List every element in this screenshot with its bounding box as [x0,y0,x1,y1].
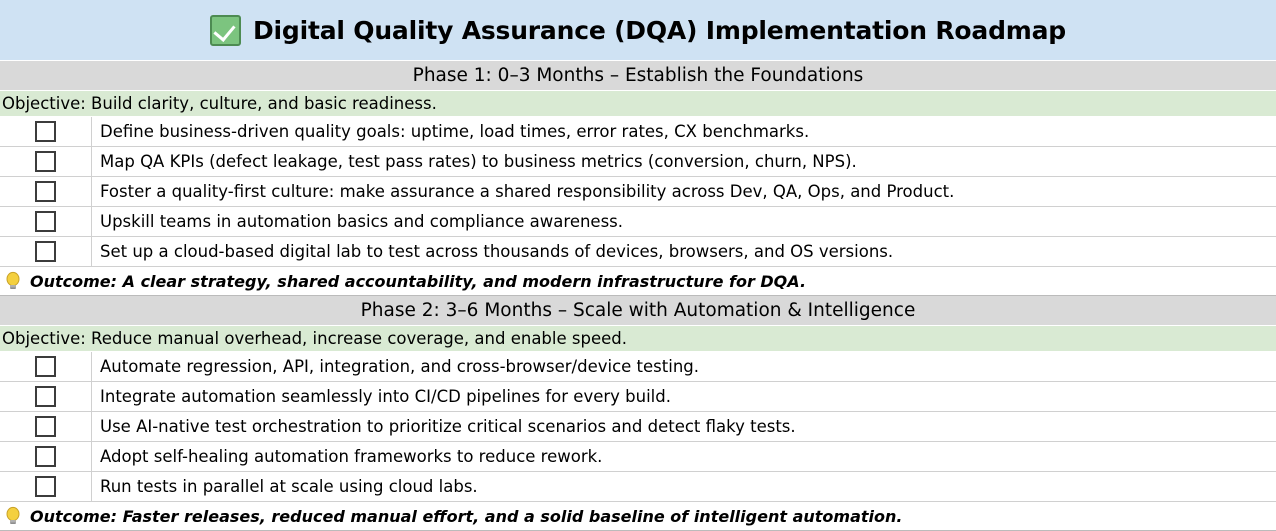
task-checkbox-cell[interactable] [0,412,92,441]
phase-header-label: Phase 1: 0–3 Months – Establish the Foundations [412,65,864,86]
phase-header-row-2 [0,296,1276,326]
task-label: Use AI-native test orchestration to prioritize critical scenarios and detect flaky tests. [100,417,796,436]
lightbulb-icon [4,506,22,526]
lightbulb-icon [4,271,22,291]
task-checkbox-cell[interactable] [0,117,92,146]
task-text-cell [92,442,1276,471]
task-text-cell [92,352,1276,381]
task-checkbox-cell[interactable] [0,147,92,176]
checkbox-icon[interactable] [35,121,56,142]
checkbox-icon[interactable] [35,211,56,232]
objective-label: Objective: Reduce manual overhead, increase coverage, and enable speed. [2,329,627,348]
task-text-cell [92,147,1276,176]
table-row[interactable] [0,117,1276,147]
task-label: Set up a cloud-based digital lab to test across thousands of devices, browsers, and OS versions. [100,242,894,261]
task-checkbox-cell[interactable] [0,237,92,266]
task-text-cell [92,237,1276,266]
task-text-cell [92,207,1276,236]
task-checkbox-cell[interactable] [0,177,92,206]
task-text-cell [92,117,1276,146]
objective-label: Objective: Build clarity, culture, and basic readiness. [2,94,437,113]
outcome-row-1 [0,267,1276,296]
checkbox-icon[interactable] [35,446,56,467]
phase-header-label: Phase 2: 3–6 Months – Scale with Automation & Intelligence [360,300,916,321]
document-title-row [0,0,1276,61]
table-row[interactable] [0,147,1276,177]
table-row[interactable] [0,352,1276,382]
task-checkbox-cell[interactable] [0,442,92,471]
checkbox-icon[interactable] [35,241,56,262]
task-text-cell [92,412,1276,441]
table-row[interactable] [0,207,1276,237]
task-label: Map QA KPIs (defect leakage, test pass rates) to business metrics (conversion, churn, NPS). [100,152,857,171]
phase-header-row-1 [0,61,1276,91]
outcome-label: Outcome: A clear strategy, shared accountability, and modern infrastructure for DQA. [30,271,807,291]
task-label: Define business-driven quality goals: uptime, load times, error rates, CX benchmarks. [100,122,810,141]
checkbox-icon[interactable] [35,181,56,202]
document-title-group [210,15,1066,46]
objective-row-1 [0,91,1276,117]
table-row[interactable] [0,472,1276,502]
task-label: Integrate automation seamlessly into CI/CD pipelines for every build. [100,387,671,406]
task-label: Foster a quality-first culture: make assurance a shared responsibility across Dev, QA, Ops, and Product. [100,182,955,201]
task-checkbox-cell[interactable] [0,472,92,501]
checkbox-icon[interactable] [35,386,56,407]
task-label: Upskill teams in automation basics and compliance awareness. [100,212,624,231]
table-row[interactable] [0,382,1276,412]
task-label: Run tests in parallel at scale using cloud labs. [100,477,478,496]
checkbox-icon[interactable] [35,416,56,437]
task-text-cell [92,382,1276,411]
outcome-label: Outcome: Faster releases, reduced manual effort, and a solid baseline of intelligent automation. [30,506,903,526]
objective-row-2 [0,326,1276,352]
green-check-box-icon [210,15,241,46]
page-title: Digital Quality Assurance (DQA) Implementation Roadmap [253,15,1066,45]
task-checkbox-cell[interactable] [0,352,92,381]
task-checkbox-cell[interactable] [0,382,92,411]
table-row[interactable] [0,177,1276,207]
table-row[interactable] [0,412,1276,442]
task-label: Adopt self-healing automation frameworks to reduce rework. [100,447,603,466]
checkbox-icon[interactable] [35,151,56,172]
task-text-cell [92,472,1276,501]
checkbox-icon[interactable] [35,476,56,497]
task-text-cell [92,177,1276,206]
outcome-row-2 [0,502,1276,531]
task-label: Automate regression, API, integration, and cross-browser/device testing. [100,357,700,376]
table-row[interactable] [0,442,1276,472]
table-row[interactable] [0,237,1276,267]
checkbox-icon[interactable] [35,356,56,377]
task-checkbox-cell[interactable] [0,207,92,236]
